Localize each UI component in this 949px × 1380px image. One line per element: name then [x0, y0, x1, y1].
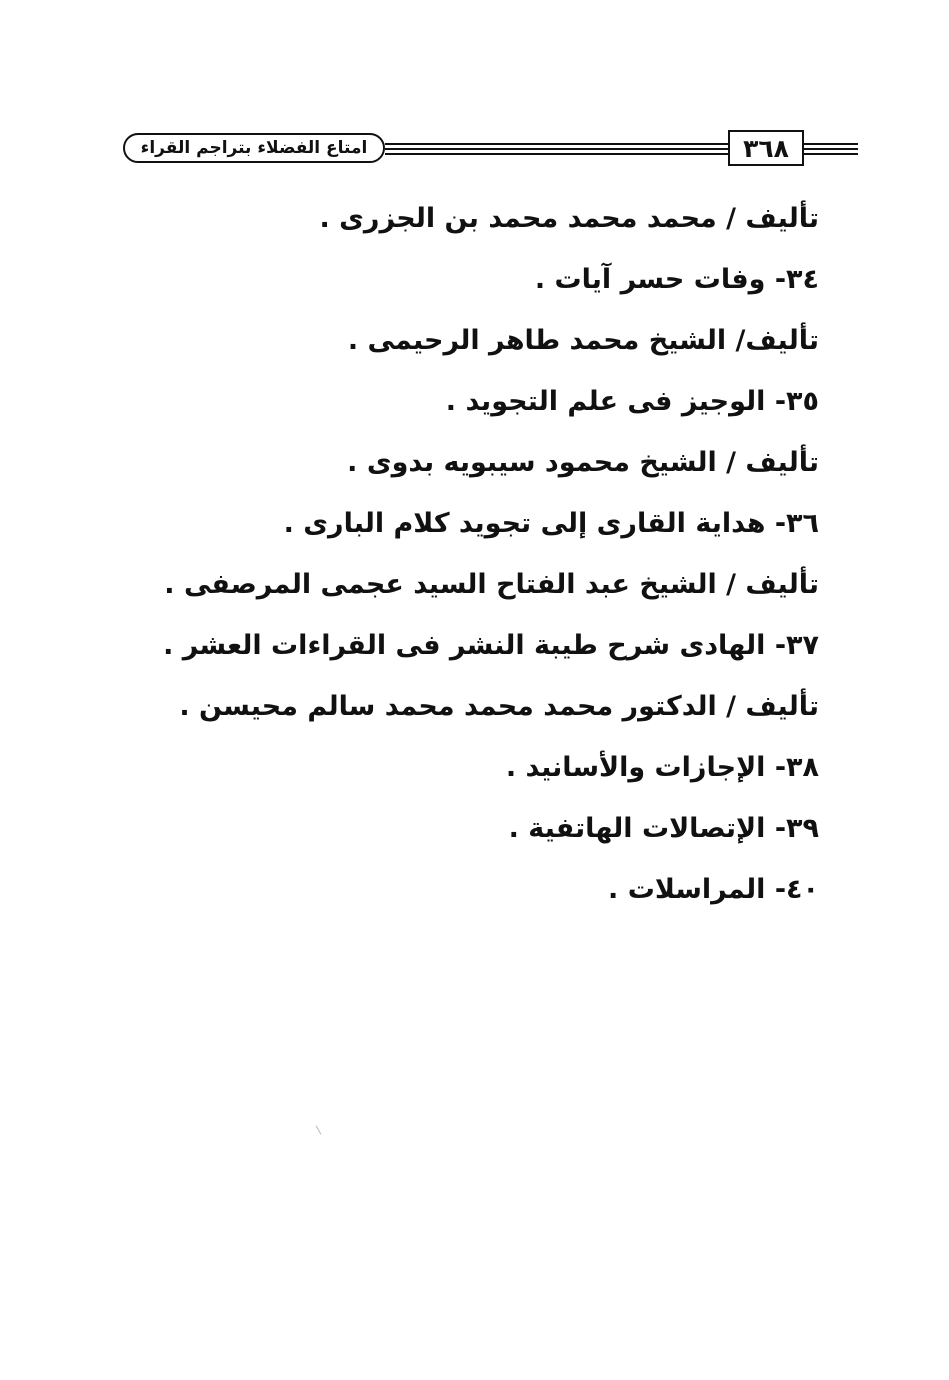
list-item-34: ٣٤- وفات حسر آيات . — [534, 264, 819, 295]
scan-speck — [316, 1125, 322, 1134]
list-item-39: ٣٩- الإتصالات الهاتفية . — [508, 813, 819, 844]
book-title: امتاع الفضلاء بتراجم القراء — [123, 133, 385, 163]
text-line: تأليف/ الشيخ محمد طاهر الرحيمى . — [347, 325, 819, 356]
list-item-37: ٣٧- الهادى شرح طيبة النشر فى القراءات العشر . — [163, 630, 819, 661]
text-line: تأليف / الشيخ محمود سيبويه بدوى . — [347, 447, 819, 478]
list-item-35: ٣٥- الوجيز فى علم التجويد . — [445, 386, 819, 417]
list-item-36: ٣٦- هداية القارى إلى تجويد كلام البارى . — [283, 508, 819, 539]
running-header — [123, 128, 858, 170]
list-item-40: ٤٠- المراسلات . — [608, 874, 819, 905]
text-line: تأليف / الدكتور محمد محمد محمد سالم محيسن . — [179, 691, 819, 722]
list-item-38: ٣٨- الإجازات والأسانيد . — [505, 752, 819, 783]
text-line: تأليف / الشيخ عبد الفتاح السيد عجمى المرصفى . — [164, 569, 819, 600]
page-number: ٣٦٨ — [728, 130, 804, 166]
text-line: تأليف / محمد محمد محمد بن الجزرى . — [319, 203, 819, 234]
page-body — [163, 188, 819, 920]
